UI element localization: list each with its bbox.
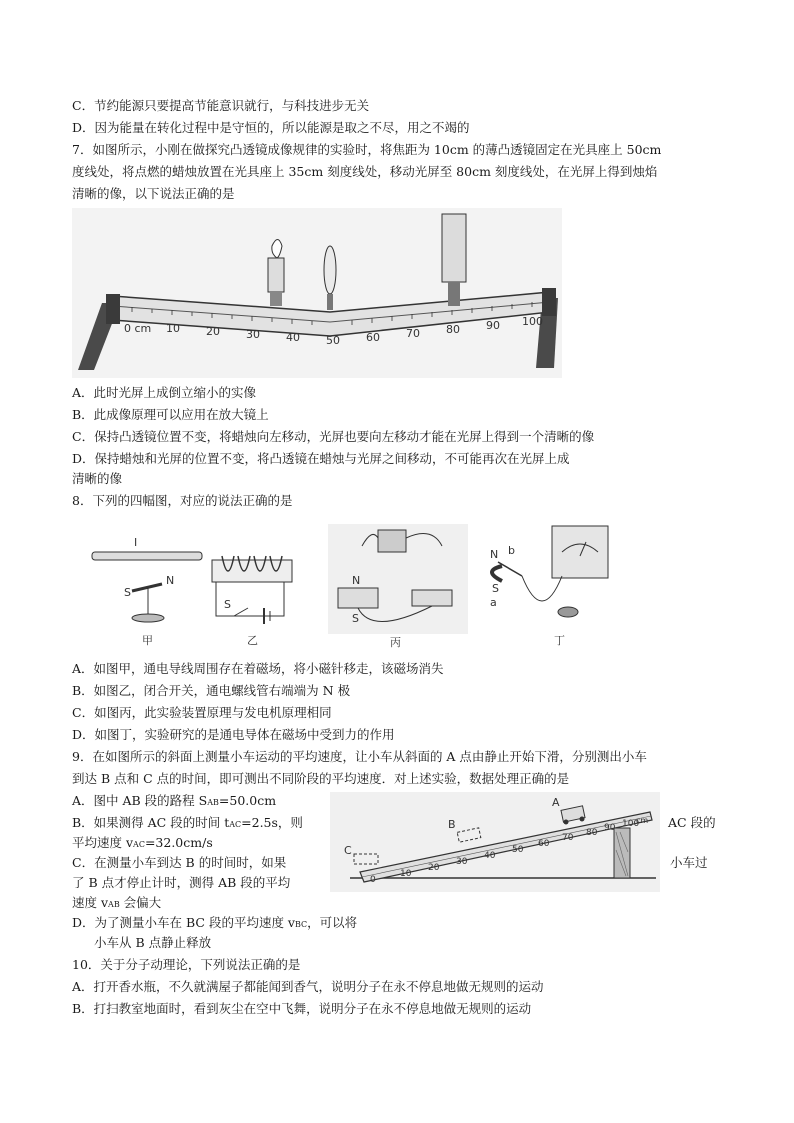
q8-option-d: D．如图丁，实验研究的是通电导体在磁场中受到力的作用 — [72, 727, 395, 742]
bing-label: 丙 — [390, 636, 401, 649]
incline-tick-10: 10 — [400, 869, 412, 879]
bench-label-40: 40 — [286, 331, 300, 344]
yi-label: 乙 — [247, 634, 258, 647]
compass-needle-icon — [132, 584, 162, 591]
q9-option-b-line1: B．如果测得 AC 段的时间 tAC=2.5s，则 — [72, 815, 303, 830]
bench-right-cap — [542, 288, 556, 316]
incline-figure — [330, 792, 660, 892]
incline-unit: cm — [636, 816, 649, 825]
q9-option-d-line1: D．为了测量小车在 BC 段的平均速度 vBC，可以将 — [72, 915, 358, 930]
bing-s-label: S — [352, 612, 359, 625]
switch-icon — [558, 607, 578, 617]
figure-ding — [490, 526, 608, 647]
bench-label-20: 20 — [206, 325, 220, 338]
incline-tick-50: 50 — [512, 845, 524, 855]
q9-option-a: A．图中 AB 段的路程 SAB=50.0cm — [72, 793, 277, 808]
ding-n-label: N — [490, 548, 499, 561]
incline-tick-70: 70 — [562, 833, 574, 843]
q7-option-d-line1: D．保持蜡烛和光屏的位置不变，将凸透镜在蜡烛与光屏之间移动，不可能再次在光屏上成 — [72, 451, 570, 466]
rail-icon — [412, 590, 452, 606]
figure-yi — [212, 556, 292, 647]
q10-option-b: B．打扫教室地面时，看到灰尘在空中飞舞，说明分子在永不停息地做无规则的运动 — [72, 1001, 532, 1016]
q9-option-d-line2: 小车从 B 点静止释放 — [94, 935, 212, 950]
ding-label: 丁 — [554, 634, 565, 647]
bing-n-label: N — [352, 574, 361, 587]
incline-tick-0: 0 — [370, 875, 376, 885]
bench-label-10: 10 — [166, 322, 180, 335]
q7-option-a: A．此时光屏上成倒立缩小的实像 — [72, 385, 257, 400]
figure-jia — [92, 536, 202, 647]
q9-option-c-line1: C．在测量小车到达 B 的时间时，如果 — [72, 855, 287, 870]
q6-option-d: D．因为能量在转化过程中是守恒的，所以能源是取之不尽，用之不竭的 — [72, 120, 470, 135]
q7-option-b: B．此成像原理可以应用在放大镜上 — [72, 407, 269, 422]
q8-option-a: A．如图甲，通电导线周围存在着磁场，将小磁针移走，该磁场消失 — [72, 661, 444, 676]
bench-label-0: 0 cm — [124, 322, 152, 335]
q9-option-b-line2: 平均速度 vAC=32.0cm/s — [72, 835, 213, 850]
switch-icon — [234, 608, 248, 616]
q7-option-c: C．保持凸透镜位置不变，将蜡烛向左移动，光屏也要向左移动才能在光屏上得到一个清晰的像 — [72, 429, 595, 444]
q9-option-c-line3: 速度 vAB 会偏大 — [72, 895, 162, 910]
q7-stem-line2: 度线处，将点燃的蜡烛放置在光具座上 35cm 刻度线处，移动光屏至 80cm 刻度线处，在光屏上得到烛焰 — [72, 164, 658, 179]
bench-label-50: 50 — [326, 334, 340, 347]
battery-pack-icon — [378, 530, 406, 552]
q9-option-c-right: 小车过 — [670, 855, 708, 870]
incline-tick-80: 80 — [586, 828, 598, 838]
bench-label-90: 90 — [486, 319, 500, 332]
point-b-label: B — [448, 818, 456, 831]
q8-figures — [72, 516, 632, 652]
optical-bench-figure — [72, 208, 562, 378]
incline-tick-20: 20 — [428, 863, 440, 873]
bench-left-cap — [106, 294, 120, 324]
magnet-icon — [338, 588, 378, 608]
u-magnet-icon — [492, 566, 502, 581]
q9-stem-line2: 到达 B 点和 C 点的时间，即可测出不同阶段的平均速度．对上述实验，数据处理正确的是 — [72, 771, 570, 786]
yi-s-label: S — [224, 598, 231, 611]
incline-tick-30: 30 — [456, 857, 468, 867]
incline-tick-40: 40 — [484, 851, 496, 861]
figure-bing — [328, 524, 468, 649]
galvanometer-icon — [552, 526, 608, 578]
q7-stem-line1: 7．如图所示，小刚在做探究凸透镜成像规律的实验时，将焦距为 10cm 的薄凸透镜固定在光具座上 50cm — [72, 142, 662, 157]
q8-option-c: C．如图丙，此实验装置原理与发电机原理相同 — [72, 705, 332, 720]
ding-s-label: S — [492, 582, 499, 595]
bench-label-60: 60 — [366, 331, 380, 344]
incline-tick-60: 60 — [538, 839, 550, 849]
q8-option-b: B．如图乙，闭合开关，通电螺线管右端端为 N 极 — [72, 683, 351, 698]
q7-stem-line3: 清晰的像，以下说法正确的是 — [72, 186, 235, 201]
q6-option-c: C．节约能源只要提高节能意识就行，与科技进步无关 — [72, 98, 370, 113]
q9-stem-line1: 9．在如图所示的斜面上测量小车运动的平均速度，让小车从斜面的 A 点由静止开始下滑，分别测出小车 — [72, 749, 647, 764]
jia-label: 甲 — [142, 634, 153, 647]
bench-label-30: 30 — [246, 328, 260, 341]
q10-stem: 10．关于分子动理论，下列说法正确的是 — [72, 957, 301, 972]
ding-a-label: a — [490, 596, 497, 609]
bench-label-100: 100 — [522, 315, 543, 328]
q10-option-a: A．打开香水瓶，不久就满屋子都能闻到香气，说明分子在永不停息地做无规则的运动 — [72, 979, 544, 994]
incline-tick-90: 90 — [604, 823, 616, 833]
jia-s-label: S — [124, 586, 131, 599]
point-a-label: A — [552, 796, 560, 809]
q8-stem: 8．下列的四幅图，对应的说法正确的是 — [72, 493, 293, 508]
bench-label-70: 70 — [406, 327, 420, 340]
q9-option-b-right: AC 段的 — [668, 815, 716, 830]
q7-option-d-line2: 清晰的像 — [72, 471, 123, 486]
q9-option-c-line2: 了 B 点才停止计时，测得 AB 段的平均 — [72, 875, 291, 890]
incline-tick-100: 100 — [622, 819, 640, 829]
bench-label-80: 80 — [446, 323, 460, 336]
point-c-label: C — [344, 844, 352, 857]
jia-current-label: I — [134, 536, 138, 549]
jia-n-label: N — [166, 574, 175, 587]
ding-b-label: b — [508, 544, 515, 557]
